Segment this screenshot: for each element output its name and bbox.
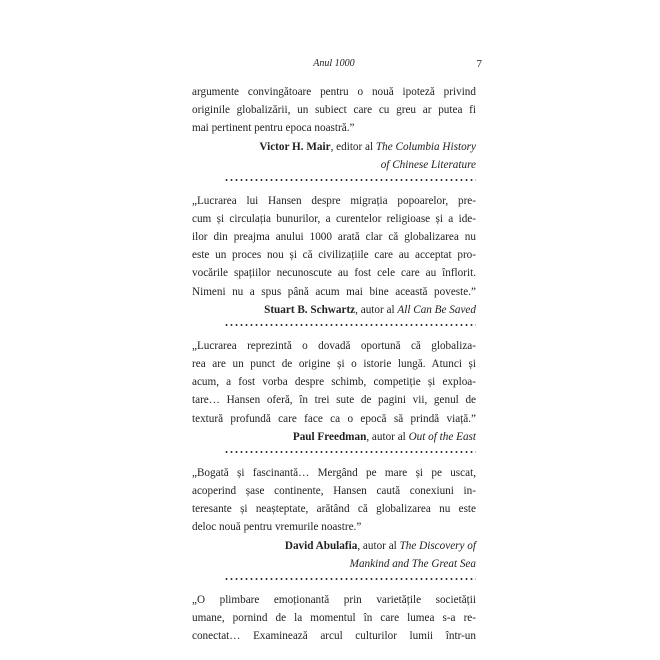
book-title: The Discovery of xyxy=(399,539,476,552)
blurb-line: conectat… Examinează arcul culturilor lumii într-un xyxy=(192,630,476,643)
author-name: David Abulafia xyxy=(284,539,358,552)
blurb-line: vocările spațiilor necunoscute au fost cele care au înflorit. xyxy=(192,267,476,280)
blurb-block xyxy=(192,591,476,646)
author-name: Paul Freedman xyxy=(292,430,367,443)
blurb-attribution xyxy=(192,428,476,446)
blurb-line: Nimeni nu a spus până acum mai bine această poveste.” xyxy=(192,285,476,298)
blurb-line: originile globalizării, un subiect care cu greu ar putea fi xyxy=(192,104,476,117)
blurb-line: teresante și neașteptate, arătând că globalizarea nu este xyxy=(192,503,476,516)
author-role: , autor al xyxy=(357,539,400,552)
page-body xyxy=(192,83,476,645)
blurb-line: cum și circulația bunurilor, a curentelor religioase și a ide- xyxy=(192,212,476,225)
dotted-divider xyxy=(224,323,476,327)
blurb-block xyxy=(192,192,476,327)
blurb-attribution xyxy=(192,301,476,319)
dotted-divider xyxy=(224,577,476,581)
author-name: Victor H. Mair xyxy=(259,140,331,153)
dotted-divider xyxy=(224,450,476,454)
book-title: The Columbia History xyxy=(375,140,476,153)
author-role: , autor al xyxy=(366,430,409,443)
blurb-line: tare… Hansen oferă, în trei sute de pagini vii, genul de xyxy=(192,394,476,407)
blurb-block xyxy=(192,337,476,454)
blurb-attribution xyxy=(192,138,476,174)
author-role: , autor al xyxy=(355,303,398,316)
blurb-attribution xyxy=(192,537,476,573)
blurb-line: textură profundă care face ca o epocă să prindă viață.” xyxy=(192,412,476,425)
page-number: 7 xyxy=(476,58,482,70)
blurb-line: argumente convingătoare pentru o nouă ipoteză privind xyxy=(192,86,476,98)
running-header xyxy=(192,58,482,72)
blurb-line: mai pertinent pentru epoca noastră.” xyxy=(192,122,355,135)
blurb-block xyxy=(192,83,476,182)
blurb-block xyxy=(192,464,476,581)
blurb-line: umane, pornind de la momentul în care lumea s-a re- xyxy=(192,611,476,624)
book-title: Out of the East xyxy=(408,430,476,443)
blurb-line: „O plimbare emoționantă prin varietățile societății xyxy=(192,593,476,606)
author-role: , editor al xyxy=(330,140,376,153)
blurb-line: este un proces nou și că civilizațiile care au acceptat pro- xyxy=(192,249,476,262)
dotted-divider xyxy=(224,178,476,182)
blurb-line: deloc nouă pentru vremurile noastre.” xyxy=(192,521,362,534)
blurb-line: „Lucrarea lui Hansen despre migrația popoarelor, pre- xyxy=(192,194,476,207)
blurb-line: rea are un punct de origine și o istorie lungă. Atunci și xyxy=(192,358,476,371)
book-title: Mankind and The Great Sea xyxy=(349,557,476,570)
book-title: of Chinese Literature xyxy=(380,158,476,171)
author-name: Stuart B. Schwartz xyxy=(264,303,356,316)
blurb-line: „Bogată și fascinantă… Mergând pe mare și pe uscat, xyxy=(192,466,476,479)
blurb-line: „Lucrarea reprezintă o dovadă oportună că globaliza- xyxy=(192,339,476,352)
blurb-line: acoperind șase continente, Hansen caută conexiuni in- xyxy=(192,485,476,498)
book-title: All Can Be Saved xyxy=(397,303,476,316)
blurb-line: acum, a fost vorba despre schimb, competiție și exploa- xyxy=(192,376,476,389)
blurb-line: ilor din preajma anului 1000 arată clar că globalizarea nu xyxy=(192,231,476,244)
running-title: Anul 1000 xyxy=(313,58,355,69)
